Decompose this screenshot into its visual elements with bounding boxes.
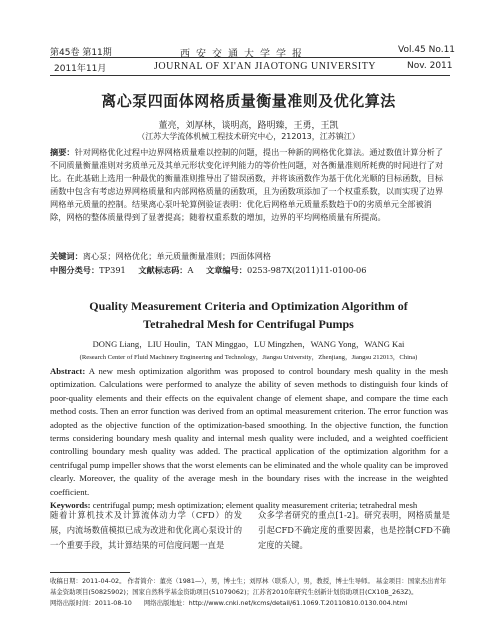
abstract-en-text: A new mesh optimization algorithm was proposed to control boundary mesh quality in the mesh optimization. Calculations were performed to analyze the ability of seven methods to distinguish four kinds of poor-quality elements and their effects on the equivalent change of element shape, and compare the time each method costs. Then an error function was derived from an optimal measurement criterion. The error function was adopted as the objective function of the optimization-based smoothing. In the objective function, the function terms considering boundary mesh quality and internal mesh quality were included, and a weighted coefficient controlling boundary mesh quality was added. The practical application of the optimization algorithm for a centrifugal pump impeller shows that the worst elements can be eliminated and the whole quality can be improved clearly. Moreover, the quality of the average mesh in the boundary rises with the increase in the weighted coefficient. [50,366,448,497]
footnote-online-date: 网络出版时间：2011-08-10 [50,599,132,607]
authors-cn: 董亮，刘厚林，谈明高，路明臻，王勇，王凯 [158,121,339,131]
abstract-en-label: Abstract: [50,366,86,376]
footnote [50,576,450,609]
abstract-cn-text: 针对网格优化过程中边界网格质量难以控制的问题，提出一种新的网格优化算法。通过数值计算分析了不同质量衡量准则对劣质单元及其单元形状变化评判能力的等价性问题，对各衡量准则所耗费的时间进行了对比。在此基础上选用一种最优的衡量准则推导出了错误函数，并将该函数作为基于优化光顺的目标函数，目标函数中包含有考虑边界网格质量和内部网格质量的函数项，且为函数项添加了一个权重系数，以而实现了边界网格单元质量的控制。结果离心泵叶轮算例验证表明：优化后网格单元质量系数趋于0的劣质单元全部被消除，网格的整体质量得到了显著提高；随着权重系数的增加，边界的平均网格质量有所提高。 [50,147,444,222]
volume-en: Vol.45 No.11 [398,45,456,55]
date-cn: 2011年11月 [54,64,107,74]
footnote-online-url: 网络出版地址：http://www.cnki.net/kcms/detail/61.1069.T.20110810.0130.004.html [143,599,408,607]
body-left-column: 随着计算机技术及计算流体动力学（CFD）的发展，内流场数值模拟已成为改进和优化离心泵设计的一个重要手段，其计算结果的可信度问题一直是 [50,510,242,550]
journal-header [0,0,497,78]
journal-name-cn: 西安交通大学学报 [180,49,308,60]
keywords-cn-label: 关键词： [50,251,83,261]
header-rule-top [50,57,450,58]
article-title-cn: 离心泵四面体网格质量衡量准则及优化算法 [101,92,396,110]
authors-en: DONG Liang，LIU Houlin，TAN Minggao，LU Mingzhen，WANG Yong，WANG Kai [92,339,405,349]
doc-code-value: A [187,265,194,275]
abstract-cn-label: 摘要： [50,147,75,157]
volume-cn: 第45卷 第11期 [50,48,112,58]
abstract-cn [50,146,448,224]
abstract-en [50,365,448,512]
clc-value: TP391 [99,265,126,275]
keywords-en-label: Keywords: [50,500,91,511]
footnote-received: 收稿日期：2011-04-02。 作者简介：董亮（1981—），男，博士生；刘厚林（联系人），男，教授，博士生导师。 基金项目：国家杰出青年基金资助项目(50825902)；国家自然科学基金资助项目(51079062)；江苏省2010年研究生创新计划资助项目(CX10B_263Z)。 [50,577,447,596]
header-rule-bottom [50,75,450,76]
keywords-cn-text: 离心泵；网格优化；单元质量衡量准则；四面体网格 [82,251,272,261]
clc-label: 中图分类号： [50,265,100,275]
footnote-rule [50,572,130,573]
article-title-en: Quality Measurement Criteria and Optimization Algorithm of Tetrahedral Mesh for Centrifugal Pumps [89,299,408,331]
date-en: Nov. 2011 [407,61,453,71]
doc-code-label: 文献标志码： [138,265,188,275]
body-right-column: 众多学者研究的重点[1-2]。研究表明，网格质量是引起CFD不确定度的重要因素，也是控制CFD不确定度的关键。 [258,510,450,550]
classification-line [50,264,448,277]
article-no-value: 0253-987X(2011)11-0100-06 [246,265,367,275]
affiliation-cn: （江苏大学流体机械工程技术研究中心，212013，江苏镇江） [137,132,360,141]
article-no-label: 文章编号： [206,265,247,275]
affiliation-en: (Research Center of Fluid Machinery Engineering and Technology，Jiangsu University，Zhenjiang，Jiangsu 212013，China) [79,354,418,361]
journal-name-en: JOURNAL OF XI'AN JIAOTONG UNIVERSITY [154,61,377,72]
keywords-cn [50,250,448,263]
keywords-en-text: centrifugal pump; mesh optimization; element quality measurement criteria; tetrahedral mesh [92,500,418,511]
